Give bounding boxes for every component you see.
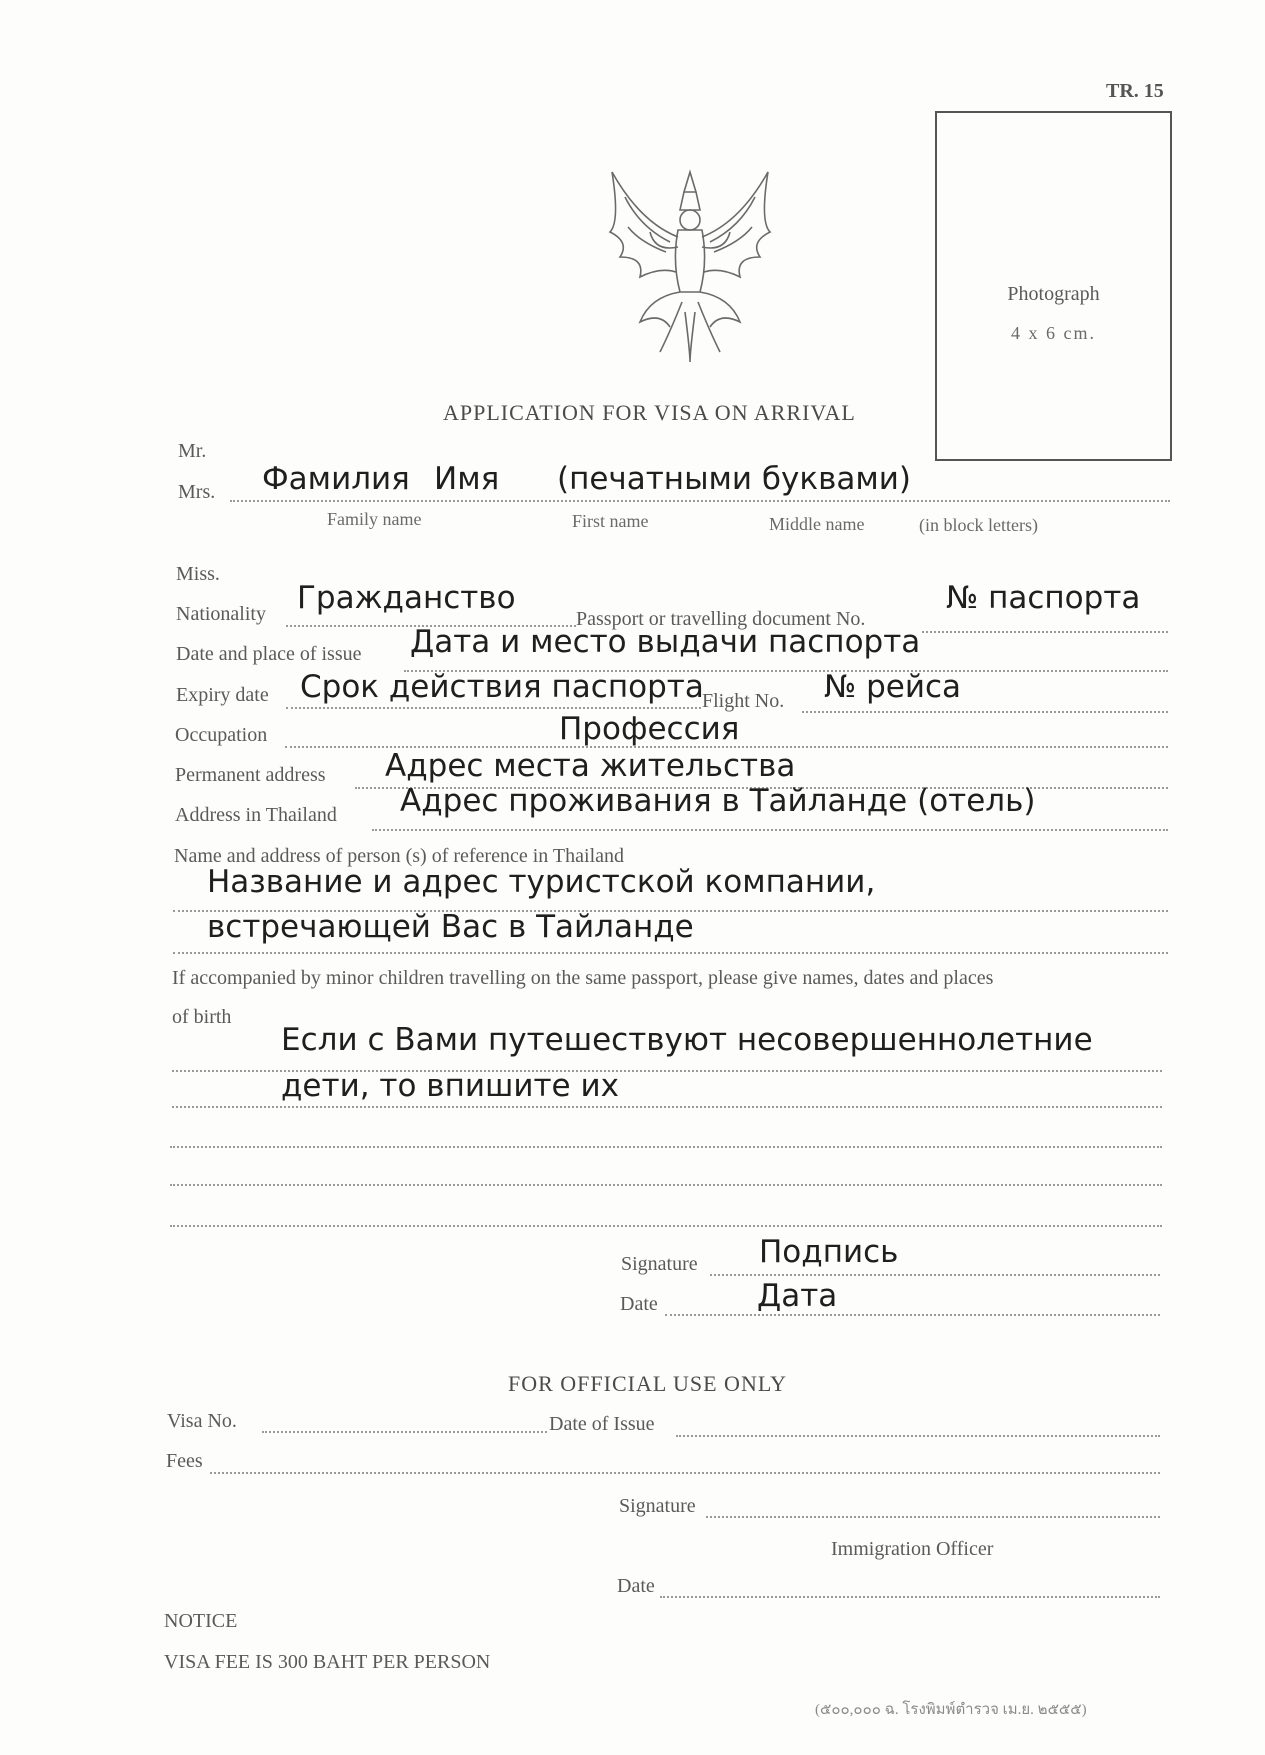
flight-no-line[interactable] (802, 711, 1168, 713)
label-expiry-date: Expiry date (176, 684, 269, 706)
date-line[interactable] (665, 1314, 1160, 1316)
hint-reference-line2: встречающей Вас в Тайланде (207, 909, 694, 945)
label-official-date: Date (617, 1575, 655, 1597)
hint-block-letters: (печатными буквами) (557, 461, 912, 497)
photo-label: Photograph (1007, 283, 1100, 305)
label-visa-no: Visa No. (167, 1410, 237, 1432)
label-official-signature: Signature (619, 1495, 696, 1517)
children-line-3[interactable] (170, 1146, 1162, 1148)
hint-permanent-address: Адрес места жительства (385, 748, 796, 784)
visa-no-line[interactable] (262, 1431, 547, 1433)
passport-no-line[interactable] (922, 631, 1168, 633)
print-note: (๕๐๐,๐๐๐ ฉ. โรงพิมพ์ตำรวจ เม.ย. ๒๕๕๕) (815, 1702, 1087, 1718)
form-title: APPLICATION FOR VISA ON ARRIVAL (443, 400, 856, 425)
official-heading: FOR OFFICIAL USE ONLY (508, 1371, 787, 1396)
hint-date: Дата (757, 1278, 838, 1314)
hint-flight-no: № рейса (824, 669, 962, 705)
notice-heading: NOTICE (164, 1610, 238, 1632)
expiry-date-line[interactable] (286, 707, 701, 709)
official-signature-line[interactable] (706, 1516, 1160, 1518)
form-code: TR. 15 (1106, 80, 1164, 102)
label-address-thailand: Address in Thailand (175, 804, 337, 826)
label-occupation: Occupation (175, 724, 268, 746)
hint-expiry-date: Срок действия паспорта (300, 669, 704, 705)
hint-nationality: Гражданство (297, 580, 516, 616)
label-family-name: Family name (327, 509, 422, 529)
fees-line[interactable] (210, 1472, 1160, 1474)
hint-passport-no: № паспорта (946, 580, 1141, 616)
label-passport-no: Passport or travelling document No. (576, 608, 866, 630)
label-permanent-address: Permanent address (175, 764, 326, 786)
children-line-4[interactable] (170, 1184, 1162, 1186)
label-middle-name: Middle name (769, 514, 865, 534)
label-first-name: First name (572, 511, 649, 531)
official-date-line[interactable] (660, 1596, 1160, 1598)
signature-line[interactable] (710, 1274, 1160, 1276)
hint-surname: Фамилия (262, 461, 410, 497)
hint-reference-line1: Название и адрес туристской компании, (207, 864, 876, 900)
hint-name: Имя (434, 461, 500, 497)
hint-date-place-issue: Дата и место выдачи паспорта (410, 624, 921, 660)
label-fees: Fees (166, 1450, 203, 1472)
hint-children-line2: дети, то впишите их (281, 1068, 619, 1104)
label-children-note-1: If accompanied by minor children travelling on the same passport, please give names, dates and places (172, 967, 994, 989)
label-children-note-2: of birth (172, 1006, 232, 1028)
photo-size: 4 x 6 cm. (1011, 323, 1096, 343)
label-nationality: Nationality (176, 603, 266, 625)
label-flight-no: Flight No. (702, 690, 785, 712)
photo-box (935, 111, 1172, 461)
reference-line-2[interactable] (173, 952, 1168, 954)
label-date-of-issue: Date of Issue (549, 1413, 655, 1435)
name-line[interactable] (230, 500, 1170, 502)
label-reference-person: Name and address of person (s) of reference in Thailand (174, 845, 624, 867)
hint-occupation: Профессия (559, 711, 740, 747)
children-line-5[interactable] (170, 1225, 1162, 1227)
label-mr: Mr. (178, 440, 207, 462)
hint-address-thailand: Адрес проживания в Тайланде (отель) (400, 783, 1036, 819)
garuda-emblem-icon (600, 162, 780, 368)
label-miss: Miss. (176, 563, 220, 585)
label-date: Date (620, 1293, 658, 1315)
label-immigration-officer: Immigration Officer (831, 1538, 994, 1560)
children-line-2[interactable] (172, 1106, 1162, 1108)
hint-children-line1: Если с Вами путешествуют несовершеннолетние (281, 1022, 1093, 1058)
address-thailand-line[interactable] (372, 829, 1168, 831)
label-date-place-issue: Date and place of issue (176, 643, 362, 665)
label-block-letters: (in block letters) (919, 515, 1038, 535)
hint-signature: Подпись (759, 1234, 899, 1270)
label-mrs: Mrs. (178, 481, 216, 503)
notice-text: VISA FEE IS 300 BAHT PER PERSON (164, 1651, 491, 1673)
label-signature: Signature (621, 1253, 698, 1275)
date-of-issue-line[interactable] (676, 1435, 1160, 1437)
